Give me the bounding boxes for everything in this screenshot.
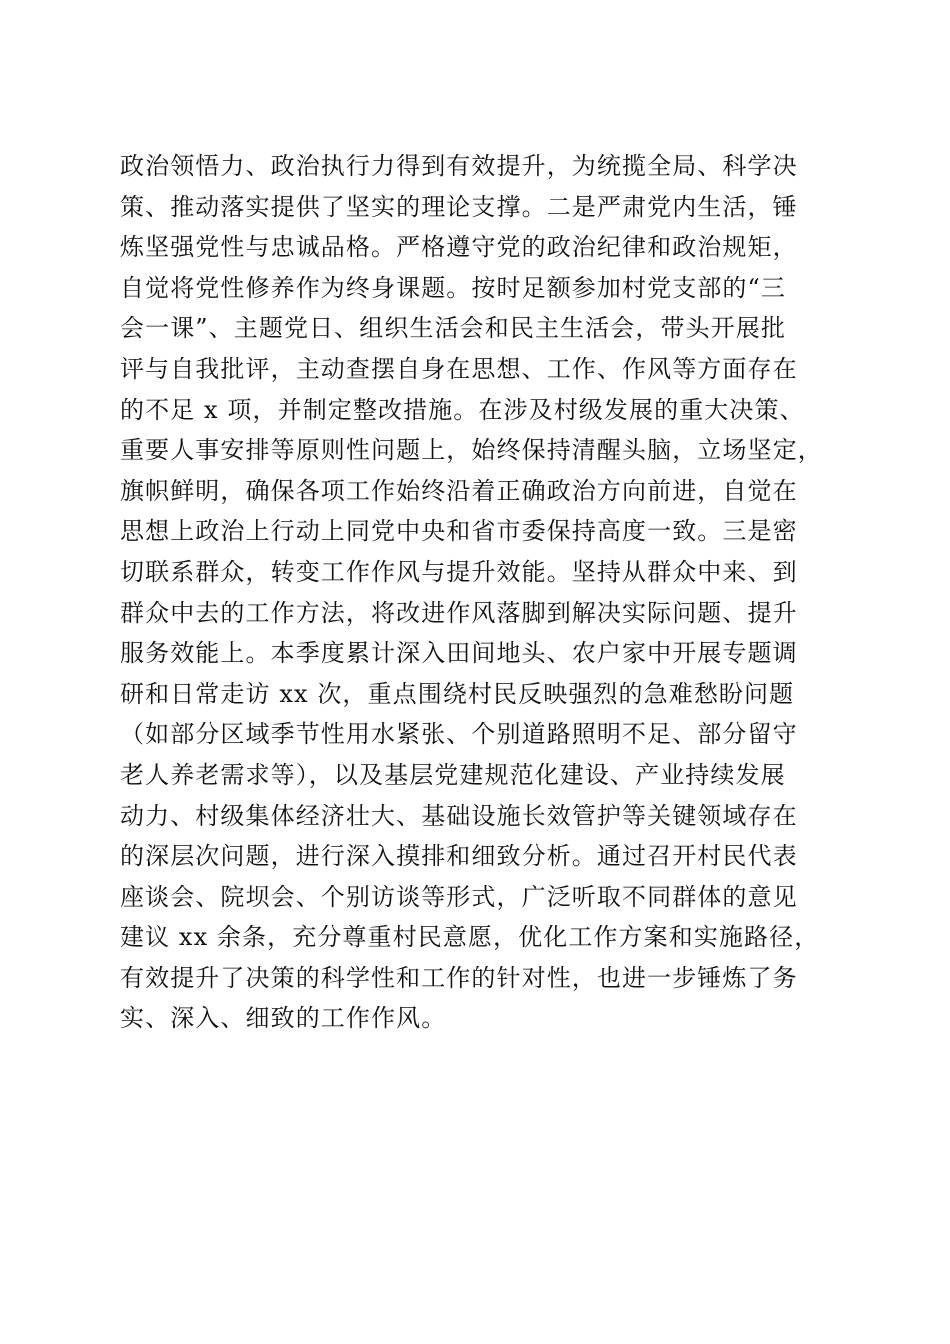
paragraph-line-9: 旗帜鲜明，确保各项工作始终沿着正确政治方向前进，自觉在 [120, 476, 798, 505]
paragraph-line-22: 实、深入、细致的工作作风。 [120, 1004, 447, 1033]
paragraph-line-8: 重要人事安排等原则性问题上，始终保持清醒头脑，立场坚定， [120, 436, 823, 465]
paragraph-line-12: 群众中去的工作方法，将改进作风落脚到解决实际问题、提升 [120, 598, 798, 627]
paragraph-line-21: 有效提升了决策的科学性和工作的针对性，也进一步锤炼了务 [120, 963, 798, 992]
paragraph-line-16: 老人养老需求等），以及基层党建规范化建设、产业持续发展 [120, 760, 786, 789]
paragraph-line-6: 评与自我批评，主动查摆自身在思想、工作、作风等方面存在 [120, 354, 798, 383]
paragraph-line-4: 自觉将党性修养作为终身课题。按时足额参加村党支部的“三 [120, 273, 786, 302]
paragraph-line-15: （如部分区域季节性用水紧张、个别道路照明不足、部分留守 [120, 720, 798, 749]
body-paragraph [120, 146, 840, 1039]
paragraph-line-18: 的深层次问题，进行深入摸排和细致分析。通过召开村民代表 [120, 842, 798, 871]
paragraph-line-3: 炼坚强党性与忠诚品格。严格遵守党的政治纪律和政治规矩， [120, 233, 798, 262]
paragraph-line-13: 服务效能上。本季度累计深入田间地头、农户家中开展专题调 [120, 639, 798, 668]
paragraph-line-20: 建议 xx 余条，充分尊重村民意愿，优化工作方案和实施路径， [120, 923, 820, 952]
paragraph-line-17: 动力、村级集体经济壮大、基础设施长效管护等关键领域存在 [120, 801, 798, 830]
paragraph-line-7: 的不足 x 项，并制定整改措施。在涉及村级发展的重大决策、 [120, 395, 805, 424]
paragraph-line-11: 切联系群众，转变工作作风与提升效能。坚持从群众中来、到 [120, 557, 798, 586]
paragraph-line-5: 会一课”、主题党日、组织生活会和民主生活会，带头开展批 [120, 314, 786, 343]
paragraph-line-2: 策、推动落实提供了坚实的理论支撑。二是严肃党内生活，锤 [120, 192, 798, 221]
paragraph-line-14: 研和日常走访 xx 次，重点围绕村民反映强烈的急难愁盼问题 [120, 679, 795, 708]
paragraph-line-19: 座谈会、院坝会、个别访谈等形式，广泛听取不同群体的意见 [120, 882, 798, 911]
paragraph-line-10: 思想上政治上行动上同党中央和省市委保持高度一致。三是密 [120, 517, 798, 546]
paragraph-line-1: 政治领悟力、政治执行力得到有效提升，为统揽全局、科学决 [120, 152, 798, 180]
